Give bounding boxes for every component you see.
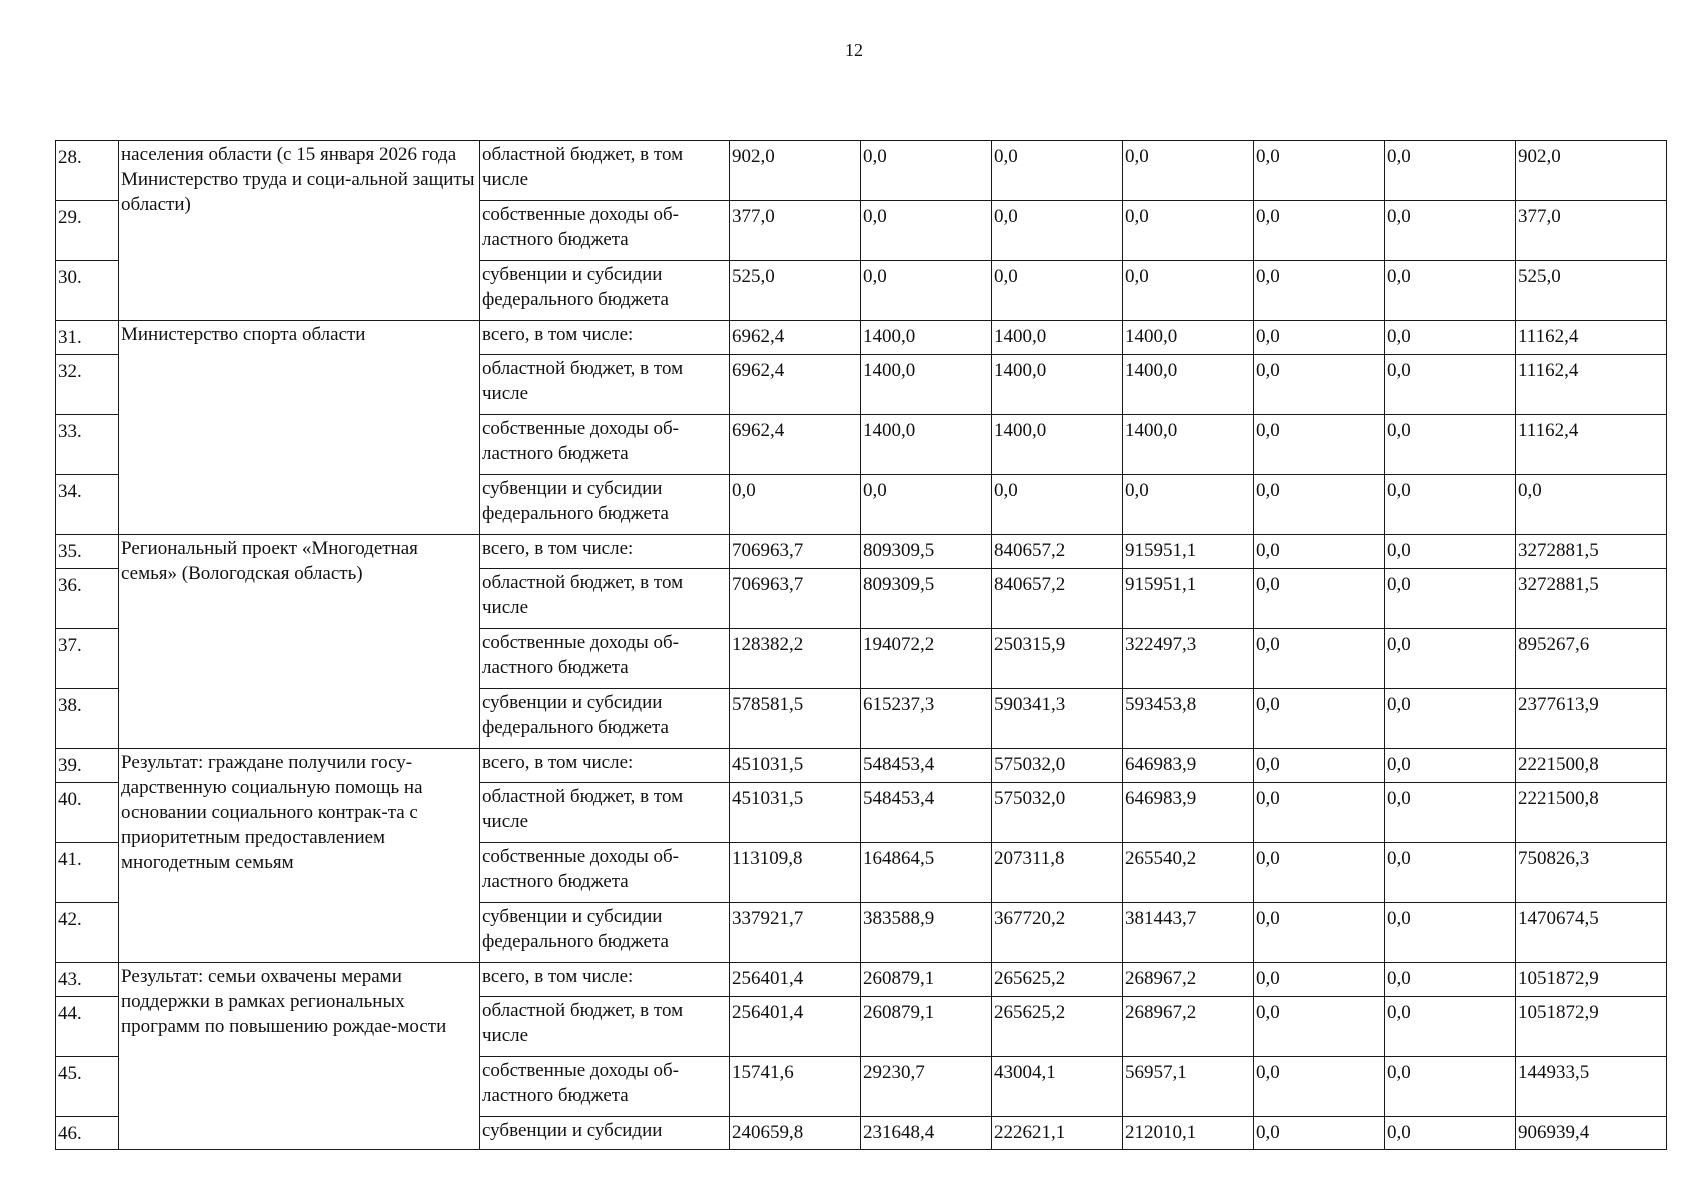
total-value: 895267,6	[1516, 629, 1667, 689]
year-value: 0,0	[1254, 997, 1385, 1057]
group-description: Результат: граждане получили госу-дарственную социальную помощь на основании социального контрак-та с приоритетным предоставлением многодетным семьям	[119, 749, 480, 963]
year-value: 260879,1	[861, 963, 992, 997]
total-value: 3272881,5	[1516, 569, 1667, 629]
total-value: 525,0	[1516, 261, 1667, 321]
year-value: 0,0	[1385, 475, 1516, 535]
year-value: 0,0	[1385, 415, 1516, 475]
funding-source: всего, в том числе:	[480, 749, 730, 783]
funding-source: всего, в том числе:	[480, 963, 730, 997]
year-value: 0,0	[861, 475, 992, 535]
funding-source: областной бюджет, в том числе	[480, 783, 730, 843]
year-value: 56957,1	[1123, 1057, 1254, 1117]
row-number: 28.	[56, 141, 119, 201]
total-value: 1051872,9	[1516, 997, 1667, 1057]
year-value: 0,0	[992, 475, 1123, 535]
year-value: 128382,2	[730, 629, 861, 689]
funding-source: субвенции и субсидии федерального бюджета	[480, 475, 730, 535]
funding-source: субвенции и субсидии федерального бюджета	[480, 689, 730, 749]
row-number: 35.	[56, 535, 119, 569]
year-value: 0,0	[1254, 1057, 1385, 1117]
funding-source: областной бюджет, в том числе	[480, 569, 730, 629]
year-value: 0,0	[1385, 689, 1516, 749]
year-value: 377,0	[730, 201, 861, 261]
year-value: 1400,0	[861, 355, 992, 415]
year-value: 240659,8	[730, 1117, 861, 1150]
year-value: 0,0	[1254, 261, 1385, 321]
year-value: 0,0	[1254, 963, 1385, 997]
year-value: 1400,0	[861, 321, 992, 355]
row-number: 33.	[56, 415, 119, 475]
year-value: 615237,3	[861, 689, 992, 749]
year-value: 0,0	[861, 141, 992, 201]
table-row	[56, 963, 1667, 997]
year-value: 0,0	[1254, 415, 1385, 475]
total-value: 11162,4	[1516, 321, 1667, 355]
year-value: 194072,2	[861, 629, 992, 689]
year-value: 15741,6	[730, 1057, 861, 1117]
table-row	[56, 535, 1667, 569]
year-value: 1400,0	[992, 321, 1123, 355]
year-value: 322497,3	[1123, 629, 1254, 689]
table-body	[56, 141, 1667, 1150]
funding-source: собственные доходы об-ластного бюджета	[480, 415, 730, 475]
row-number: 37.	[56, 629, 119, 689]
funding-source: субвенции и субсидии	[480, 1117, 730, 1150]
year-value: 809309,5	[861, 535, 992, 569]
row-number: 38.	[56, 689, 119, 749]
total-value: 2221500,8	[1516, 783, 1667, 843]
year-value: 113109,8	[730, 843, 861, 903]
year-value: 0,0	[1254, 321, 1385, 355]
row-number: 36.	[56, 569, 119, 629]
year-value: 590341,3	[992, 689, 1123, 749]
funding-source: областной бюджет, в том числе	[480, 141, 730, 201]
row-number: 40.	[56, 783, 119, 843]
table-row	[56, 749, 1667, 783]
total-value: 906939,4	[1516, 1117, 1667, 1150]
row-number: 32.	[56, 355, 119, 415]
year-value: 1400,0	[992, 355, 1123, 415]
year-value: 268967,2	[1123, 963, 1254, 997]
total-value: 1051872,9	[1516, 963, 1667, 997]
total-value: 1470674,5	[1516, 903, 1667, 963]
year-value: 1400,0	[992, 415, 1123, 475]
year-value: 593453,8	[1123, 689, 1254, 749]
group-description: населения области (с 15 января 2026 года Министерство труда и соци-альной защиты области)	[119, 141, 480, 321]
year-value: 265540,2	[1123, 843, 1254, 903]
year-value: 0,0	[1123, 475, 1254, 535]
year-value: 268967,2	[1123, 997, 1254, 1057]
year-value: 0,0	[1254, 629, 1385, 689]
year-value: 0,0	[1385, 569, 1516, 629]
year-value: 1400,0	[1123, 321, 1254, 355]
group-description: Региональный проект «Многодетная семья» (Вологодская область)	[119, 535, 480, 749]
year-value: 0,0	[992, 201, 1123, 261]
year-value: 256401,4	[730, 963, 861, 997]
year-value: 0,0	[1385, 201, 1516, 261]
row-number: 31.	[56, 321, 119, 355]
year-value: 337921,7	[730, 903, 861, 963]
year-value: 0,0	[1254, 535, 1385, 569]
year-value: 256401,4	[730, 997, 861, 1057]
year-value: 0,0	[1385, 1057, 1516, 1117]
year-value: 575032,0	[992, 749, 1123, 783]
year-value: 1400,0	[1123, 415, 1254, 475]
year-value: 0,0	[1123, 201, 1254, 261]
year-value: 0,0	[1385, 997, 1516, 1057]
group-description: Результат: семьи охвачены мерами поддержки в рамках региональных программ по повышению рождае-мости	[119, 963, 480, 1150]
total-value: 3272881,5	[1516, 535, 1667, 569]
year-value: 0,0	[1385, 843, 1516, 903]
funding-source: областной бюджет, в том числе	[480, 997, 730, 1057]
year-value: 265625,2	[992, 963, 1123, 997]
year-value: 0,0	[861, 261, 992, 321]
row-number: 30.	[56, 261, 119, 321]
total-value: 11162,4	[1516, 415, 1667, 475]
year-value: 0,0	[1254, 201, 1385, 261]
year-value: 548453,4	[861, 749, 992, 783]
year-value: 902,0	[730, 141, 861, 201]
funding-source: областной бюджет, в том числе	[480, 355, 730, 415]
year-value: 0,0	[1385, 1117, 1516, 1150]
year-value: 43004,1	[992, 1057, 1123, 1117]
year-value: 381443,7	[1123, 903, 1254, 963]
funding-source: субвенции и субсидии федерального бюджета	[480, 261, 730, 321]
row-number: 34.	[56, 475, 119, 535]
year-value: 0,0	[992, 261, 1123, 321]
year-value: 0,0	[992, 141, 1123, 201]
year-value: 0,0	[1385, 783, 1516, 843]
year-value: 646983,9	[1123, 783, 1254, 843]
year-value: 0,0	[1254, 355, 1385, 415]
year-value: 578581,5	[730, 689, 861, 749]
table-row	[56, 321, 1667, 355]
year-value: 0,0	[1254, 749, 1385, 783]
year-value: 250315,9	[992, 629, 1123, 689]
year-value: 29230,7	[861, 1057, 992, 1117]
funding-source: собственные доходы об-ластного бюджета	[480, 1057, 730, 1117]
row-number: 45.	[56, 1057, 119, 1117]
year-value: 0,0	[1123, 141, 1254, 201]
year-value: 915951,1	[1123, 535, 1254, 569]
year-value: 915951,1	[1123, 569, 1254, 629]
year-value: 265625,2	[992, 997, 1123, 1057]
year-value: 0,0	[1385, 749, 1516, 783]
year-value: 0,0	[1254, 569, 1385, 629]
year-value: 0,0	[730, 475, 861, 535]
year-value: 0,0	[1385, 629, 1516, 689]
year-value: 0,0	[1254, 141, 1385, 201]
group-description: Министерство спорта области	[119, 321, 480, 535]
total-value: 750826,3	[1516, 843, 1667, 903]
row-number: 42.	[56, 903, 119, 963]
funding-source: собственные доходы об-ластного бюджета	[480, 843, 730, 903]
total-value: 11162,4	[1516, 355, 1667, 415]
year-value: 809309,5	[861, 569, 992, 629]
total-value: 144933,5	[1516, 1057, 1667, 1117]
year-value: 231648,4	[861, 1117, 992, 1150]
funding-source: всего, в том числе:	[480, 321, 730, 355]
year-value: 575032,0	[992, 783, 1123, 843]
row-number: 29.	[56, 201, 119, 261]
year-value: 0,0	[1385, 355, 1516, 415]
year-value: 212010,1	[1123, 1117, 1254, 1150]
year-value: 0,0	[1123, 261, 1254, 321]
year-value: 840657,2	[992, 535, 1123, 569]
row-number: 39.	[56, 749, 119, 783]
year-value: 840657,2	[992, 569, 1123, 629]
year-value: 0,0	[1385, 261, 1516, 321]
year-value: 367720,2	[992, 903, 1123, 963]
year-value: 6962,4	[730, 321, 861, 355]
year-value: 6962,4	[730, 415, 861, 475]
total-value: 902,0	[1516, 141, 1667, 201]
year-value: 0,0	[1254, 475, 1385, 535]
funding-source: собственные доходы об-ластного бюджета	[480, 201, 730, 261]
year-value: 0,0	[1254, 903, 1385, 963]
year-value: 646983,9	[1123, 749, 1254, 783]
total-value: 0,0	[1516, 475, 1667, 535]
funding-source: собственные доходы об-ластного бюджета	[480, 629, 730, 689]
row-number: 46.	[56, 1117, 119, 1150]
total-value: 2377613,9	[1516, 689, 1667, 749]
year-value: 0,0	[1254, 783, 1385, 843]
year-value: 706963,7	[730, 569, 861, 629]
table-row	[56, 141, 1667, 201]
year-value: 222621,1	[992, 1117, 1123, 1150]
page-number: 12	[845, 40, 863, 60]
year-value: 0,0	[861, 201, 992, 261]
total-value: 377,0	[1516, 201, 1667, 261]
budget-table	[55, 140, 1667, 1150]
year-value: 0,0	[1385, 535, 1516, 569]
funding-source: субвенции и субсидии федерального бюджета	[480, 903, 730, 963]
year-value: 1400,0	[861, 415, 992, 475]
year-value: 451031,5	[730, 783, 861, 843]
row-number: 44.	[56, 997, 119, 1057]
year-value: 1400,0	[1123, 355, 1254, 415]
year-value: 6962,4	[730, 355, 861, 415]
year-value: 706963,7	[730, 535, 861, 569]
row-number: 43.	[56, 963, 119, 997]
year-value: 164864,5	[861, 843, 992, 903]
row-number: 41.	[56, 843, 119, 903]
year-value: 525,0	[730, 261, 861, 321]
year-value: 260879,1	[861, 997, 992, 1057]
year-value: 0,0	[1385, 963, 1516, 997]
year-value: 207311,8	[992, 843, 1123, 903]
total-value: 2221500,8	[1516, 749, 1667, 783]
year-value: 0,0	[1385, 903, 1516, 963]
year-value: 0,0	[1254, 843, 1385, 903]
year-value: 548453,4	[861, 783, 992, 843]
funding-source: всего, в том числе:	[480, 535, 730, 569]
year-value: 383588,9	[861, 903, 992, 963]
year-value: 0,0	[1254, 689, 1385, 749]
year-value: 0,0	[1385, 321, 1516, 355]
year-value: 451031,5	[730, 749, 861, 783]
year-value: 0,0	[1385, 141, 1516, 201]
year-value: 0,0	[1254, 1117, 1385, 1150]
